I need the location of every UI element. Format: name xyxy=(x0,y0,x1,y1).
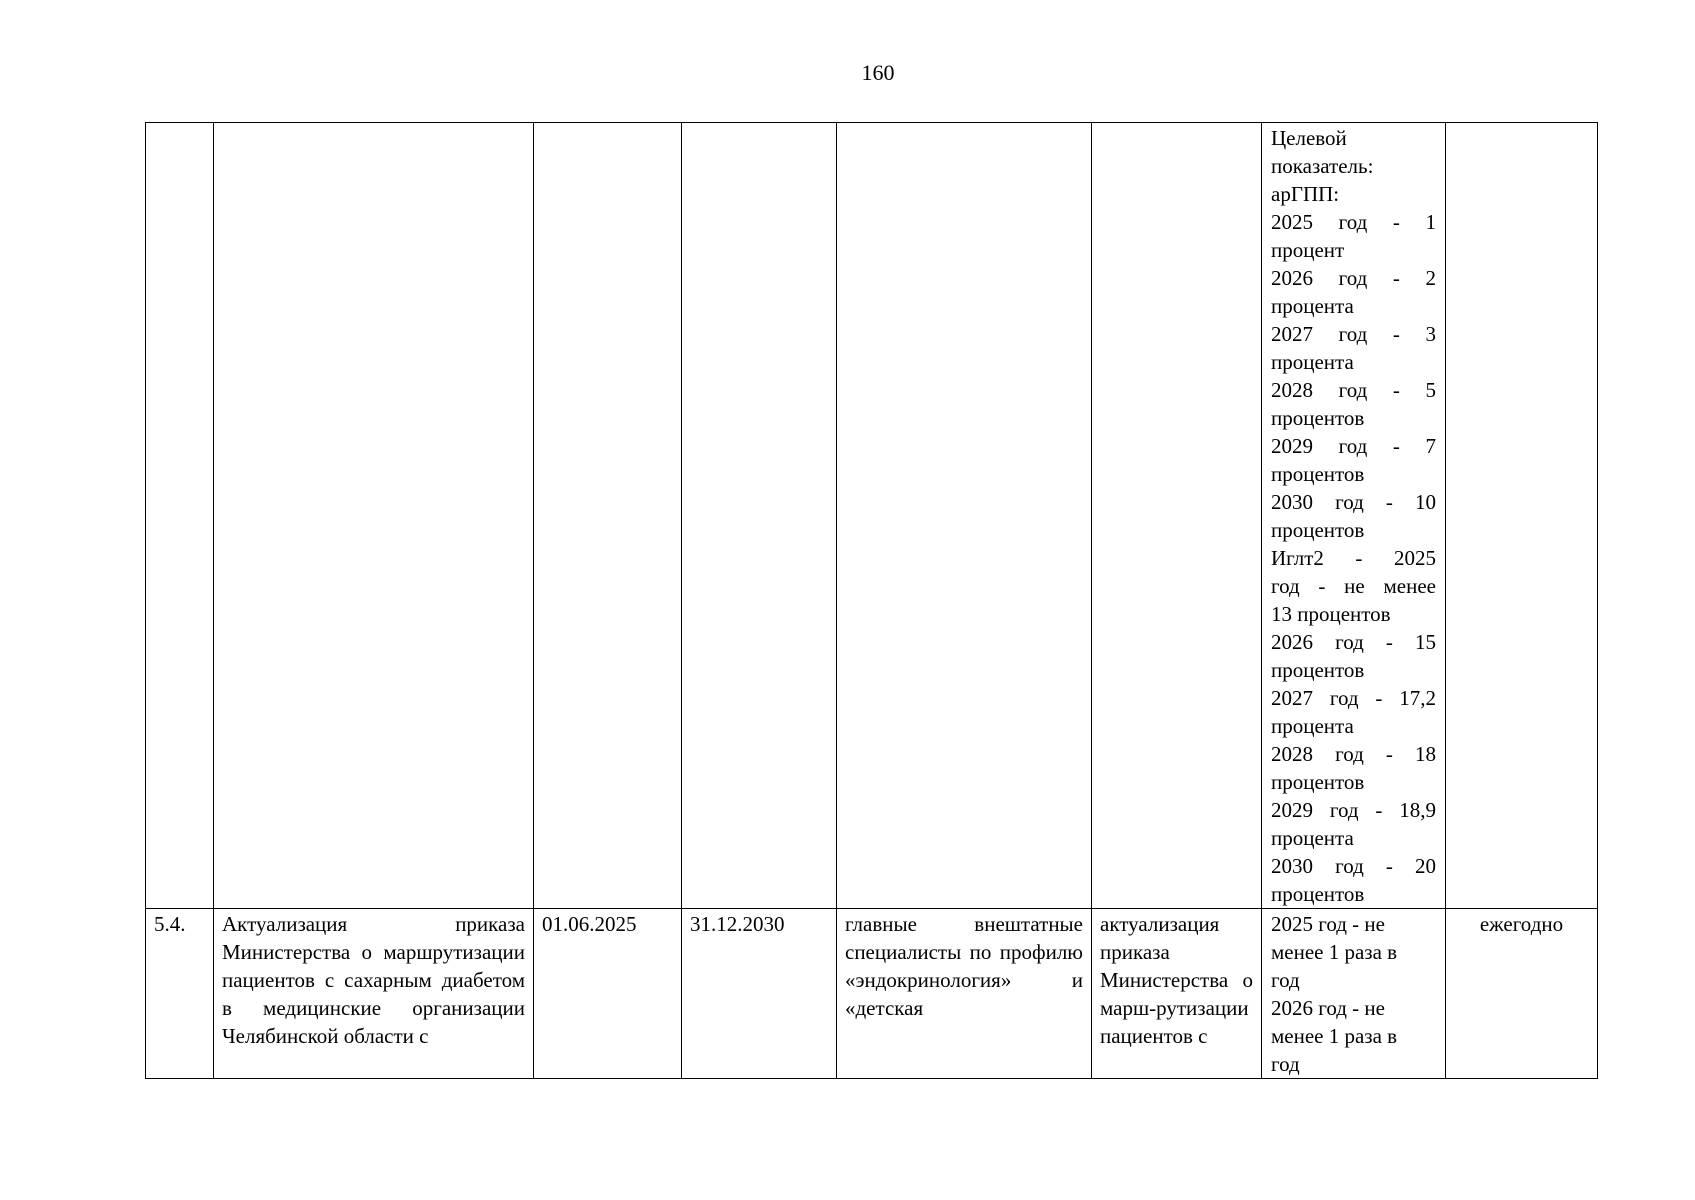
target-indicator-line: процента xyxy=(1271,826,1354,850)
start-date-text: 01.06.2025 xyxy=(542,912,637,936)
target-indicator-line: процента xyxy=(1271,350,1354,374)
end-date-text: 31.12.2030 xyxy=(690,912,785,936)
target-value-line: 2025 год - не xyxy=(1271,912,1385,936)
target-value-line: 2026 год - не xyxy=(1271,996,1385,1020)
page-number-wrapper xyxy=(0,60,1695,86)
target-indicator-line: 2028 год - 18 xyxy=(1271,742,1436,766)
cell-number-empty xyxy=(146,123,214,909)
target-indicator-line: процентов xyxy=(1271,462,1365,486)
target-indicator-line: 2025 год - 1 xyxy=(1271,210,1436,234)
cell-end-date xyxy=(682,909,837,1079)
cell-end-date-empty xyxy=(682,123,837,909)
target-indicator-line: процент xyxy=(1271,238,1345,262)
target-indicator-line: 2029 год - 7 xyxy=(1271,434,1436,458)
target-indicator-line: 2028 год - 5 xyxy=(1271,378,1436,402)
result-text: актуализация приказа Министерства о марш-рутизации пациентов с xyxy=(1100,912,1253,1048)
target-value-line: год xyxy=(1271,968,1300,992)
target-indicator-line: 2026 год - 15 xyxy=(1271,630,1436,654)
responsible-text: главные внештатные специалисты по профилю «эндокринология» и «детская xyxy=(845,912,1083,1020)
target-indicator-line: 2027 год - 3 xyxy=(1271,322,1436,346)
cell-responsible xyxy=(837,909,1092,1079)
target-indicator-line: год - не менее xyxy=(1271,574,1436,598)
target-indicator-line: 2030 год - 20 xyxy=(1271,854,1436,878)
page-number: 160 xyxy=(861,60,895,85)
frequency-text: ежегодно xyxy=(1479,912,1564,936)
target-indicator-line: 2026 год - 2 xyxy=(1271,266,1436,290)
cell-target-value xyxy=(1262,909,1446,1079)
target-indicator-line: процентов xyxy=(1271,518,1365,542)
cell-responsible-empty xyxy=(837,123,1092,909)
target-indicator-line: 2029 год - 18,9 xyxy=(1271,798,1436,822)
target-value-line: год xyxy=(1271,1052,1300,1076)
row-number-text: 5.4. xyxy=(154,912,186,936)
cell-target-indicator xyxy=(1262,123,1446,909)
cell-frequency-empty xyxy=(1446,123,1598,909)
cell-start-date xyxy=(534,909,682,1079)
measures-table xyxy=(145,122,1598,1079)
target-indicator-line: процентов xyxy=(1271,882,1365,906)
cell-frequency xyxy=(1446,909,1598,1079)
target-indicator-line: 2030 год - 10 xyxy=(1271,490,1436,514)
target-indicator-line: 13 процентов xyxy=(1271,602,1391,626)
target-indicator-line: процентов xyxy=(1271,770,1365,794)
cell-result-empty xyxy=(1092,123,1262,909)
target-indicator-line: показатель: xyxy=(1271,154,1374,178)
target-indicator-line: процента xyxy=(1271,294,1354,318)
measure-text: Актуализация приказа Министерства о маршрутизации пациентов с сахарным диабетом в медицинские организации Челябинской области с xyxy=(222,912,525,1048)
target-indicator-line: 2027 год - 17,2 xyxy=(1271,686,1436,710)
target-value-line: менее 1 раза в xyxy=(1271,940,1398,964)
target-indicator-line: Иглт2 - 2025 xyxy=(1271,546,1436,570)
target-indicator-line: процентов xyxy=(1271,406,1365,430)
cell-row-number xyxy=(146,909,214,1079)
target-indicator-line: Целевой xyxy=(1271,126,1347,150)
target-indicator-line: процентов xyxy=(1271,658,1365,682)
target-indicator-line: арГПП: xyxy=(1271,182,1340,206)
cell-result xyxy=(1092,909,1262,1079)
table-row-5-4 xyxy=(146,909,1598,1079)
cell-measure-empty xyxy=(214,123,534,909)
target-indicator-line: процента xyxy=(1271,714,1354,738)
cell-measure xyxy=(214,909,534,1079)
table-row-continued xyxy=(146,123,1598,909)
cell-start-date-empty xyxy=(534,123,682,909)
target-value-line: менее 1 раза в xyxy=(1271,1024,1398,1048)
